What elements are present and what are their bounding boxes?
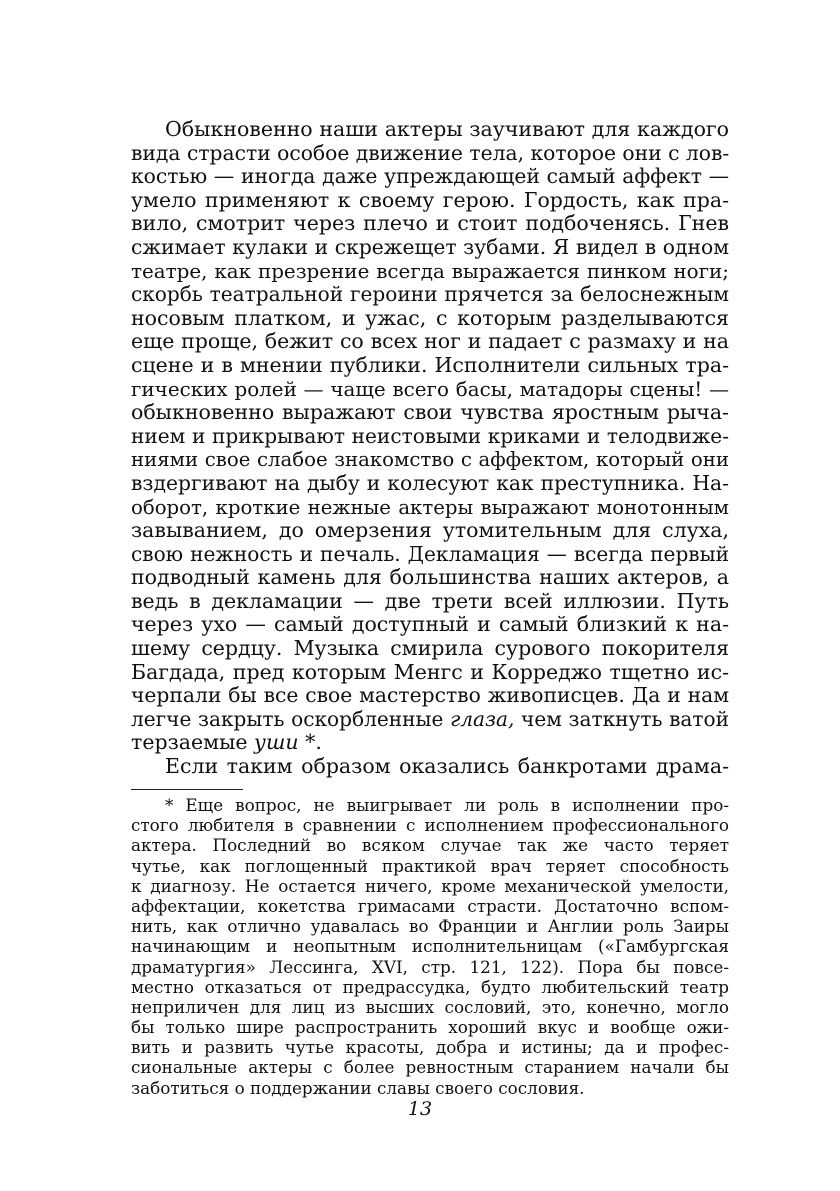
- footnote-line: [131, 856, 729, 876]
- footnote-line: [131, 916, 729, 936]
- emphasis-word: уши: [254, 730, 299, 755]
- body-text: умело применяют к своему герою. Гордость, как пра-: [131, 187, 729, 212]
- footnote-line: [131, 1017, 729, 1037]
- footnote-line: [131, 1037, 729, 1057]
- body-line: [131, 519, 729, 543]
- footnote-text: актера. Последний во всяком случае так же часто теряет: [131, 835, 729, 856]
- footnote-text: стого любителя в сравнении с исполнением профессионального: [131, 815, 729, 836]
- body-line: [131, 425, 729, 449]
- body-line: [131, 590, 729, 614]
- body-text: через ухо — самый доступный и самый близкий к на-: [131, 612, 729, 637]
- body-text: шему сердцу. Музыка смирила сурового покорителя: [131, 636, 729, 661]
- footnote-marker[interactable]: *.: [298, 730, 322, 755]
- body-text: оборот, кроткие нежные актеры выражают монотонным: [131, 495, 729, 519]
- footnote-text: неприличен для лиц из высших сословий, это, конечно, могло: [131, 996, 729, 1017]
- footnote-line: [131, 815, 729, 835]
- body-text: ниями свое слабое знакомство с аффектом, который они: [131, 448, 729, 472]
- body-line: [131, 330, 729, 354]
- footnote-line: [131, 1057, 729, 1077]
- body-line: [131, 118, 729, 142]
- body-text: еще проще, бежит со всех ног и падает с размаху и на: [131, 329, 729, 354]
- footnote-line: [131, 835, 729, 855]
- main-text: [131, 118, 729, 779]
- body-line: [131, 189, 729, 213]
- footnote-line: [131, 876, 729, 896]
- footnote-text: бы только шире распространить хороший вкус и вообще ожи-: [131, 1017, 729, 1038]
- body-text: терзаемые: [131, 730, 255, 755]
- body-text: вздергивают на дыбу и колесуют как преступника. На-: [131, 470, 729, 495]
- body-line: [131, 401, 729, 425]
- body-line: [131, 543, 729, 567]
- body-line: [131, 307, 729, 331]
- footnote-line: [131, 957, 729, 977]
- body-line: [131, 165, 729, 189]
- footnote-text: драматургия» Лессинга, XVI, стр. 121, 122). Пора бы повсе-: [131, 956, 729, 977]
- body-text: черпали бы все свое мастерство живописцев. Да и нам: [131, 683, 729, 708]
- footnote-line: [131, 997, 729, 1017]
- body-text: вида страсти особое движение тела, которое они с лов-: [131, 140, 730, 165]
- body-line: [131, 731, 729, 755]
- body-text: подводный камень для большинства наших актеров, а: [131, 565, 729, 590]
- body-line: [131, 142, 729, 166]
- footnote-text: нить, как отлично удавалась во Франции и Англии роль Заиры: [131, 916, 729, 937]
- footnote-line: [131, 1078, 729, 1098]
- footnote-text: заботиться о поддержании славы своего сословия.: [131, 1077, 585, 1098]
- body-line: [131, 613, 729, 637]
- body-text: сжимает кулаки и скрежещет зубами. Я видел в одном: [131, 234, 729, 259]
- body-text: легче закрыть оскорбленные: [131, 706, 451, 731]
- body-text: Багдада, пред которым Менгс и Корреджо тщетно ис-: [131, 659, 729, 684]
- footnote-divider: [131, 789, 243, 790]
- body-text: сцене и в мнении публики. Исполнители сильных тра-: [131, 352, 729, 377]
- body-line: [131, 283, 729, 307]
- body-text: гических ролей — чаще всего басы, матадоры сцены! —: [131, 377, 729, 401]
- body-text: Если таким образом оказались банкротами драма-: [165, 754, 729, 779]
- page-number: 13: [407, 1098, 433, 1120]
- body-line: [131, 378, 729, 402]
- body-text: скорбь театральной героини прячется за белоснежным: [131, 282, 729, 307]
- footnote-text: вить и развить чутье красоты, добра и истины; да и профес-: [131, 1037, 729, 1058]
- body-text: чем заткнуть ватой: [514, 706, 729, 731]
- body-line: [131, 236, 729, 260]
- footnote-text: к диагнозу. Не остается ничего, кроме механической умелости,: [131, 875, 729, 896]
- footnote-text: чутье, как поглощенный практикой врач теряет способность: [131, 855, 729, 876]
- body-text: завыванием, до омерзения утомительным для слуха,: [131, 518, 729, 543]
- body-text: Обыкновенно наши актеры заучивают для каждого: [165, 117, 729, 141]
- body-line: [131, 661, 729, 685]
- body-text: свою нежность и печаль. Декламация — всегда первый: [131, 541, 729, 566]
- footnote-text: местно отказаться от предрассудка, будто любительский театр: [131, 976, 729, 997]
- footnote-text: * Еще вопрос, не выигрывает ли роль в исполнении про-: [165, 795, 729, 815]
- body-line: [131, 496, 729, 520]
- footnote-text: сиональные актеры с более ревностным старанием начали бы: [131, 1057, 729, 1078]
- body-line: [131, 708, 729, 732]
- body-line: [131, 755, 729, 779]
- body-text: ведь в декламации — две трети всей иллюзии. Путь: [131, 588, 729, 613]
- footnote: [131, 795, 729, 1098]
- body-line: [131, 566, 729, 590]
- emphasis-word: глаза,: [450, 706, 515, 731]
- footnote-line: [131, 795, 729, 815]
- body-line: [131, 212, 729, 236]
- body-line: [131, 637, 729, 661]
- footnote-text: начинающим и неопытным исполнительницам («Гамбургская: [131, 936, 729, 957]
- footnote-text: аффектации, кокетства гримасами страсти. Достаточно вспом-: [131, 895, 729, 916]
- body-line: [131, 472, 729, 496]
- footnote-line: [131, 936, 729, 956]
- body-text: обыкновенно выражают свои чувства яростным рыча-: [131, 400, 729, 425]
- footnote-line: [131, 896, 729, 916]
- body-text: носовым платком, и ужас, с которым разделываются: [131, 305, 729, 330]
- body-text: нием и прикрывают неистовыми криками и телодвиже-: [131, 423, 729, 448]
- body-line: [131, 684, 729, 708]
- body-line: [131, 260, 729, 284]
- body-line: [131, 448, 729, 472]
- body-text: вило, смотрит через плечо и стоит подбоченясь. Гнев: [131, 211, 729, 236]
- body-text: театре, как презрение всегда выражается пинком ноги;: [131, 259, 729, 283]
- body-text: костью — иногда даже упреждающей самый аффект —: [131, 164, 729, 189]
- body-line: [131, 354, 729, 378]
- footnote-line: [131, 977, 729, 997]
